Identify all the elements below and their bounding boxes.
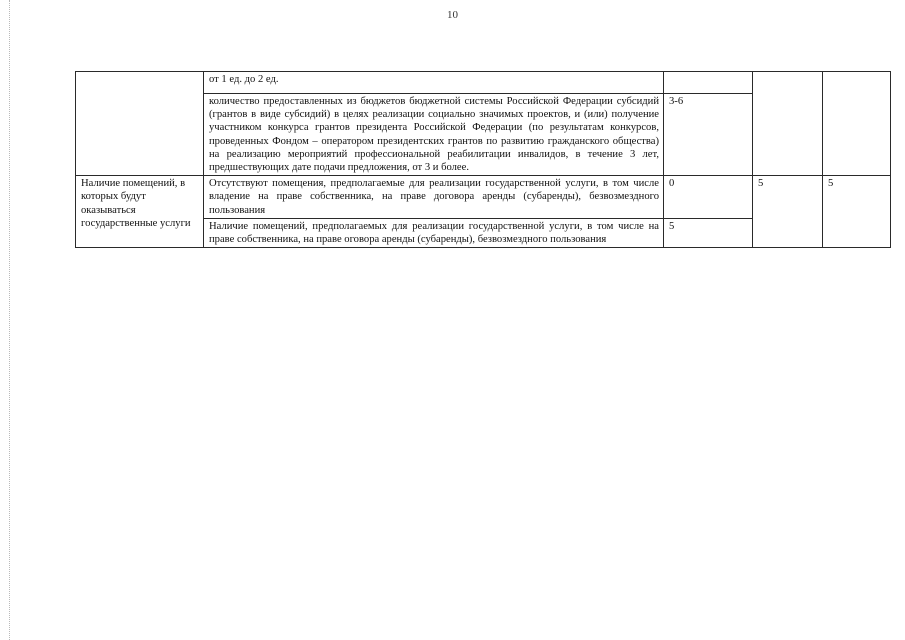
weight-cell bbox=[823, 72, 891, 176]
criterion-cell: Наличие помещений, в которых будут оказываться государственные услуги bbox=[76, 176, 204, 248]
table-row bbox=[76, 176, 891, 219]
criteria-table bbox=[75, 71, 891, 248]
option-score bbox=[664, 72, 753, 94]
option-text: Отсутствуют помещения, предполагаемые для реализации государственной услуги, в том числе владение на праве собственника, на праве договора аренды (субаренды), безвозмездного пользования bbox=[204, 176, 664, 219]
page-edge bbox=[9, 0, 10, 640]
option-score: 0 bbox=[664, 176, 753, 219]
option-score: 5 bbox=[664, 218, 753, 247]
option-text: от 1 ед. до 2 ед. bbox=[204, 72, 664, 94]
page-number: 10 bbox=[447, 9, 458, 21]
max-score-cell bbox=[753, 72, 823, 176]
table-row bbox=[76, 72, 891, 94]
criterion-cell bbox=[76, 72, 204, 176]
option-text: количество предоставленных из бюджетов бюджетной системы Российской Федерации субсидий (грантов в виде субсидий) в целях реализации социально значимых проектов, и (или) получение участником конкурса грантов президента Российской Федерации (по результатам конкурсов, проведенных Фондом – оператором президентских грантов по развитию гражданского общества) на реализацию мероприятий профессиональной реабилитации инвалидов, в течение 3 лет, предшествующих дате подачи предложения, от 3 и более. bbox=[204, 94, 664, 176]
option-text: Наличие помещений, предполагаемых для реализации государственной услуги, в том числе на праве собственника, на праве оговора аренды (субаренды), безвозмездного пользования bbox=[204, 218, 664, 247]
weight-cell: 5 bbox=[823, 176, 891, 248]
max-score-cell: 5 bbox=[753, 176, 823, 248]
option-score: 3-6 bbox=[664, 94, 753, 176]
